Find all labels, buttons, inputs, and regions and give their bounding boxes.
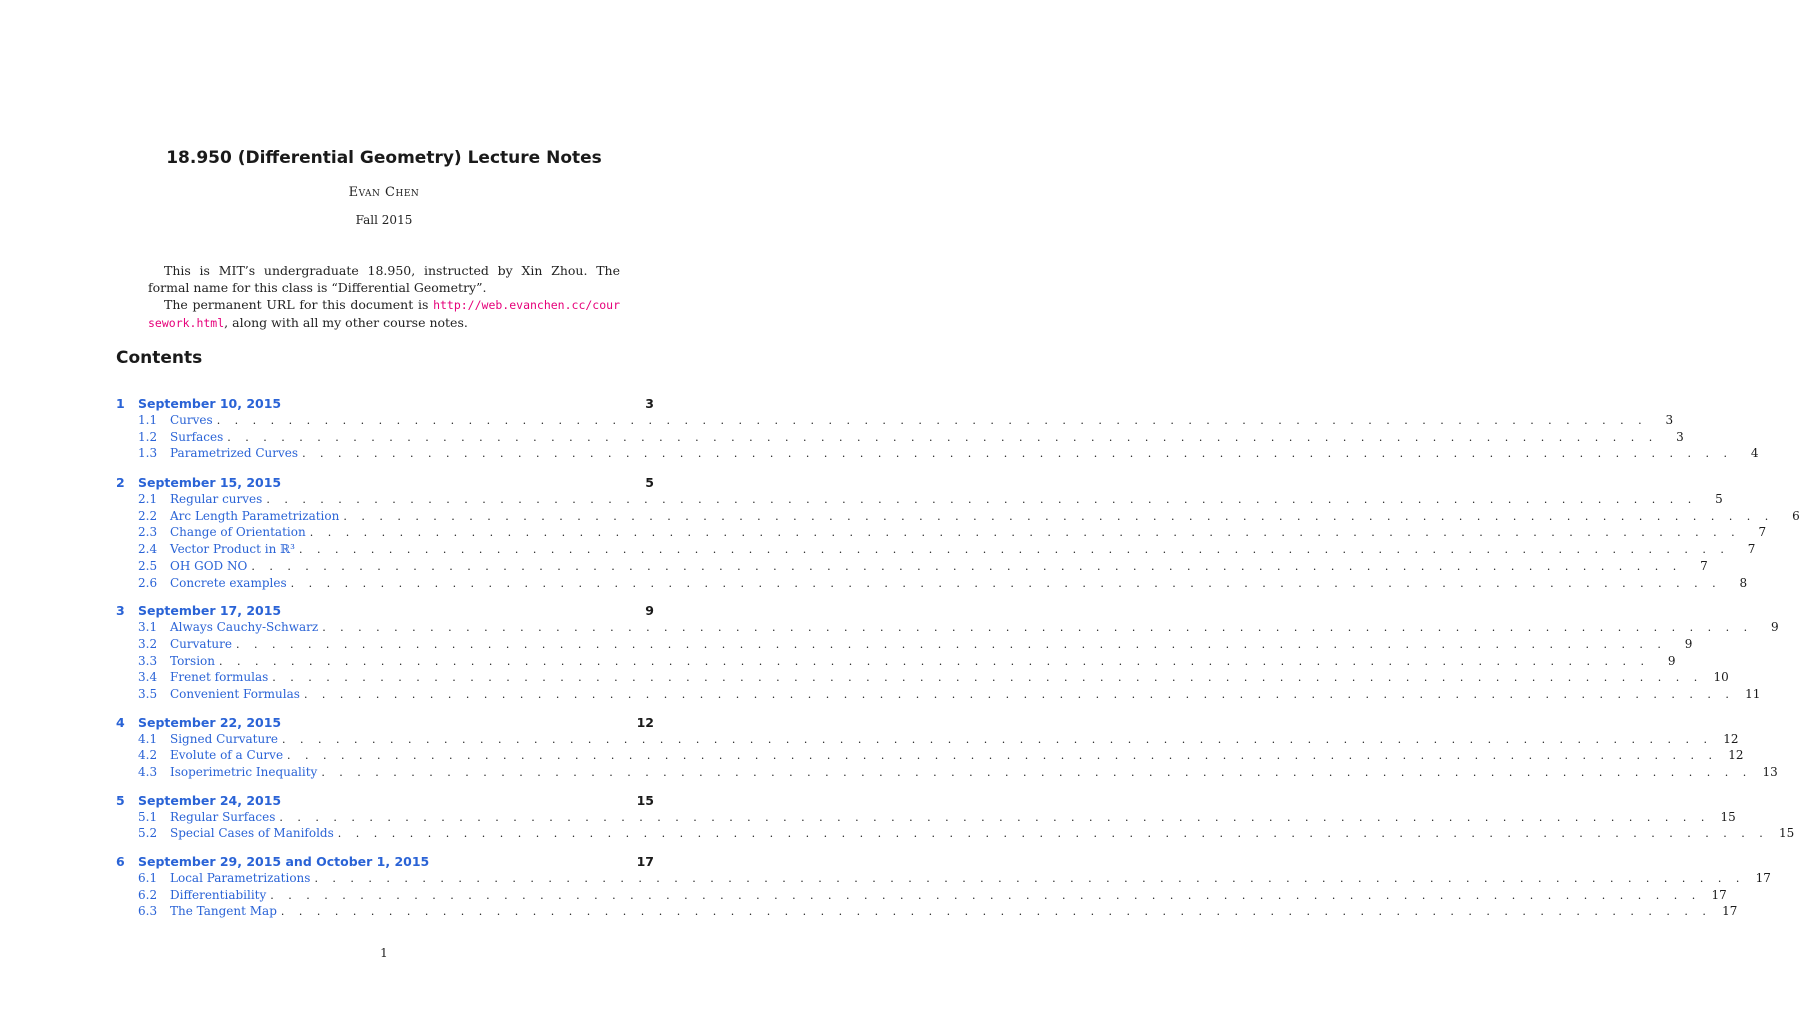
toc-leader-dots: . . . . . . . . . . . . . . . . . . . . . . . . . . . . . . . . . . . . . . . . . . . . . . . . . . . . . . . . . . . . . . . . . . . . . . . . . . . . . . . . [266, 493, 1697, 507]
toc-subsection-number: 3.5 [138, 686, 158, 701]
toc-subsection-link[interactable] [116, 870, 1771, 887]
toc-subsection-page: 7 [1700, 558, 1708, 573]
toc-subsection-title: OH GOD NO [170, 558, 248, 573]
toc-subsection-title: Isoperimetric Inequality [170, 765, 318, 779]
toc-subsection-link[interactable] [116, 541, 1756, 558]
toc-subsection-title: The Tangent Map [170, 904, 277, 919]
toc-section-title: September 24, 2015 [138, 792, 282, 808]
abstract-paragraph-1: This is MIT’s undergraduate 18.950, instructed by Xin Zhou. The formal name for this class is “Differential Geometry”. [148, 263, 620, 295]
toc-subsection-title: Change of Orientation [170, 525, 306, 540]
toc-subsection-page: 17 [1755, 871, 1771, 886]
toc-subsection-number: 4.2 [138, 748, 158, 763]
toc-subsection-page: 12 [1728, 748, 1744, 763]
toc-subsection-number: 1.2 [138, 429, 158, 444]
toc-section-link[interactable] [116, 474, 654, 491]
toc-section-number: 1 [116, 396, 125, 411]
toc-subsection-page: 15 [1720, 809, 1736, 824]
toc-subsection-link[interactable] [116, 619, 1779, 636]
toc-subsection-title: Parametrized Curves [170, 446, 299, 461]
course-notes-url-link[interactable]: http://web.evanchen.cc/coursework.html [148, 298, 620, 330]
toc-subsection-number: 6.1 [138, 871, 158, 886]
toc-section-number: 2 [116, 475, 125, 491]
toc-subsection-number: 2.6 [138, 575, 158, 590]
toc-section-title: September 10, 2015 [138, 396, 282, 411]
toc-leader-dots: . . . . . . . . . . . . . . . . . . . . . . . . . . . . . . . . . . . . . . . . . . . . . . . . . . . . . . . . . . . . . . . . . . . . . . . . . . . . . . . . [290, 576, 1722, 590]
toc-subsection-title: Regular curves [170, 492, 263, 507]
toc-subsection-link[interactable] [116, 653, 1676, 670]
toc-leader-dots: . . . . . . . . . . . . . . . . . . . . . . . . . . . . . . . . . . . . . . . . . . . . . . . . . . . . . . . . . . . . . . . . . . . . . . . . . . . . . . . . [337, 827, 1769, 841]
toc-subsection-number: 6.3 [138, 904, 158, 919]
toc-section-title: September 29, 2015 and October 1, 2015 [138, 854, 430, 870]
toc-subsection-number: 1.3 [138, 446, 158, 461]
toc-leader-dots: . . . . . . . . . . . . . . . . . . . . . . . . . . . . . . . . . . . . . . . . . . . . . . . . . . . . . . . . . . . . . . . . . . . . . . . . . . . . . . . . [287, 749, 1718, 763]
toc-section-page: 3 [645, 396, 654, 411]
document-title: 18.950 (Differential Geometry) Lecture Notes [166, 148, 602, 168]
toc-subsection-page: 12 [1723, 731, 1739, 746]
toc-subsection-title: Concrete examples [170, 575, 287, 590]
toc-section-number: 4 [116, 714, 125, 730]
toc-section-page: 15 [636, 792, 654, 808]
toc-subsection-link[interactable] [116, 747, 1744, 764]
toc-section-link[interactable] [116, 792, 654, 809]
toc-subsection-title: Regular Surfaces [170, 809, 276, 824]
toc-subsection-number: 2.3 [138, 525, 158, 540]
toc-subsection-page: 10 [1713, 670, 1729, 685]
toc-leader-dots: . . . . . . . . . . . . . . . . . . . . . . . . . . . . . . . . . . . . . . . . . . . . . . . . . . . . . . . . . . . . . . . . . . . . . . . . . . . . . . . . [218, 654, 1650, 668]
toc-section-page: 17 [636, 854, 654, 870]
toc-subsection-page: 9 [1667, 653, 1676, 668]
toc-subsection-page: 13 [1762, 765, 1778, 779]
toc-subsection-number: 3.1 [138, 620, 158, 635]
toc-subsection-title: Arc Length Parametrization [170, 508, 340, 523]
toc-section [116, 602, 1779, 702]
toc-subsection-number: 4.3 [138, 765, 158, 779]
abstract-text-before-url: The permanent URL for this document is [164, 297, 434, 312]
toc-leader-dots: . . . . . . . . . . . . . . . . . . . . . . . . . . . . . . . . . . . . . . . . . . . . . . . . . . . . . . . . . . . . . . . . . . . . . . . . . . . . . . . . [343, 509, 1774, 523]
table-of-contents [116, 395, 1800, 931]
toc-subsection-page: 5 [1715, 492, 1723, 507]
toc-section-number: 6 [116, 854, 125, 870]
contents-heading: Contents [116, 348, 203, 368]
toc-subsection-link[interactable] [116, 575, 1748, 592]
toc-subsection-page: 8 [1739, 575, 1748, 590]
toc-subsection-title: Surfaces [170, 429, 224, 444]
abstract-paragraph-2 [148, 296, 620, 332]
toc-subsection-link[interactable] [116, 764, 1778, 781]
toc-subsection-title: Signed Curvature [170, 731, 279, 746]
toc-subsection-page: 3 [1676, 429, 1684, 444]
toc-leader-dots: . . . . . . . . . . . . . . . . . . . . . . . . . . . . . . . . . . . . . . . . . . . . . . . . . . . . . . . . . . . . . . . . . . . . . . . . . . . . . . . . [314, 872, 1745, 886]
toc-section-number: 3 [116, 603, 125, 619]
toc-section-page: 12 [636, 714, 654, 730]
toc-leader-dots: . . . . . . . . . . . . . . . . . . . . . . . . . . . . . . . . . . . . . . . . . . . . . . . . . . . . . . . . . . . . . . . . . . . . . . . . . . . . . . . . [321, 766, 1752, 779]
toc-subsection-link[interactable] [116, 445, 1759, 462]
toc-subsection-link[interactable] [116, 825, 1795, 842]
toc-subsection-number: 2.4 [138, 542, 158, 557]
toc-subsection-number: 2.1 [138, 492, 158, 507]
toc-subsection-title: Always Cauchy-Schwarz [170, 620, 319, 635]
abstract-text-after-url: , along with all my other course notes. [224, 315, 468, 330]
toc-subsection-page: 9 [1684, 636, 1693, 651]
toc-subsection-page: 17 [1711, 887, 1727, 902]
toc-subsection-number: 5.1 [138, 809, 158, 824]
toc-leader-dots: . . . . . . . . . . . . . . . . . . . . . . . . . . . . . . . . . . . . . . . . . . . . . . . . . . . . . . . . . . . . . . . . . . . . . . . . . . . . . . . . [227, 430, 1658, 444]
toc-subsection-link[interactable] [116, 524, 1767, 541]
toc-leader-dots: . . . . . . . . . . . . . . . . . . . . . . . . . . . . . . . . . . . . . . . . . . . . . . . . . . . . . . . . . . . . . . . . . . . . . . . . . . . . . . . . [251, 559, 1682, 573]
toc-leader-dots: . . . . . . . . . . . . . . . . . . . . . . . . . . . . . . . . . . . . . . . . . . . . . . . . . . . . . . . . . . . . . . . . . . . . . . . . . . . . . . . . [272, 671, 1703, 685]
toc-subsection-page: 6 [1792, 508, 1800, 523]
toc-leader-dots: . . . . . . . . . . . . . . . . . . . . . . . . . . . . . . . . . . . . . . . . . . . . . . . . . . . . . . . . . . . . . . . . . . . . . . . . . . . . . . . . [279, 810, 1710, 824]
toc-leader-dots: . . . . . . . . . . . . . . . . . . . . . . . . . . . . . . . . . . . . . . . . . . . . . . . . . . . . . . . . . . . . . . . . . . . . . . . . . . . . . . . . [235, 637, 1667, 651]
toc-section-link[interactable] [116, 395, 654, 412]
toc-subsection-title: Differentiability [170, 887, 267, 902]
toc-subsection-link[interactable] [116, 412, 1674, 429]
toc-section-link[interactable] [116, 714, 654, 731]
toc-subsection-link[interactable] [116, 809, 1736, 826]
toc-section-title: September 15, 2015 [138, 475, 282, 491]
toc-subsection-link[interactable] [116, 491, 1723, 508]
toc-leader-dots: . . . . . . . . . . . . . . . . . . . . . . . . . . . . . . . . . . . . . . . . . . . . . . . . . . . . . . . . . . . . . . . . . . . . . . . . . . . . . . . . [216, 414, 1648, 427]
toc-subsection-title: Curves [170, 413, 213, 427]
toc-section-page: 9 [645, 603, 654, 619]
toc-subsection-title: Frenet formulas [170, 670, 269, 685]
toc-subsection-title: Convenient Formulas [170, 686, 300, 701]
toc-subsection-number: 6.2 [138, 887, 158, 902]
toc-subsection-number: 2.2 [138, 508, 158, 523]
toc-subsection-link[interactable] [116, 636, 1693, 653]
toc-subsection-page: 7 [1747, 542, 1756, 557]
toc-subsection-link[interactable] [116, 731, 1739, 748]
toc-leader-dots: . . . . . . . . . . . . . . . . . . . . . . . . . . . . . . . . . . . . . . . . . . . . . . . . . . . . . . . . . . . . . . . . . . . . . . . . . . . . . . . . [280, 905, 1712, 919]
toc-leader-dots: . . . . . . . . . . . . . . . . . . . . . . . . . . . . . . . . . . . . . . . . . . . . . . . . . . . . . . . . . . . . . . . . . . . . . . . . . . . . . . . . [302, 447, 1733, 461]
toc-subsection-page: 9 [1771, 620, 1779, 635]
toc-subsection-page: 7 [1758, 525, 1767, 540]
toc-section-title: September 17, 2015 [138, 603, 282, 619]
document-date: Fall 2015 [355, 213, 413, 227]
abstract [148, 262, 620, 332]
toc-subsection-number: 2.5 [138, 558, 158, 573]
author-name: Evan Chen [348, 185, 420, 200]
toc-section-link[interactable] [116, 602, 654, 619]
toc-subsection-number: 5.2 [138, 826, 158, 841]
page-number: 1 [380, 946, 388, 960]
toc-leader-dots: . . . . . . . . . . . . . . . . . . . . . . . . . . . . . . . . . . . . . . . . . . . . . . . . . . . . . . . . . . . . . . . . . . . . . . . . . . . . . . . . [282, 732, 1713, 746]
toc-subsection-number: 3.2 [138, 636, 158, 651]
toc-subsection-number: 3.4 [138, 670, 158, 685]
toc-subsection-link[interactable] [116, 903, 1738, 920]
toc-subsection-link[interactable] [116, 686, 1761, 703]
toc-subsection-link[interactable] [116, 508, 1800, 525]
toc-section [116, 395, 1759, 462]
toc-subsection-number: 3.3 [138, 653, 158, 668]
toc-subsection-page: 4 [1750, 446, 1759, 461]
toc-subsection-number: 1.1 [138, 413, 158, 427]
toc-section-page: 5 [645, 475, 654, 491]
toc-section-number: 5 [116, 792, 125, 808]
toc-leader-dots: . . . . . . . . . . . . . . . . . . . . . . . . . . . . . . . . . . . . . . . . . . . . . . . . . . . . . . . . . . . . . . . . . . . . . . . . . . . . . . . . [303, 687, 1735, 701]
toc-leader-dots: . . . . . . . . . . . . . . . . . . . . . . . . . . . . . . . . . . . . . . . . . . . . . . . . . . . . . . . . . . . . . . . . . . . . . . . . . . . . . . . . [270, 888, 1701, 902]
toc-subsection-title: Vector Product in ℝ³ [170, 542, 295, 557]
toc-subsection-title: Local Parametrizations [170, 871, 311, 886]
toc-subsection-link[interactable] [116, 558, 1708, 575]
toc-section-title: September 22, 2015 [138, 714, 282, 730]
toc-subsection-link[interactable] [116, 429, 1684, 446]
toc-subsection-title: Evolute of a Curve [170, 748, 284, 763]
toc-leader-dots: . . . . . . . . . . . . . . . . . . . . . . . . . . . . . . . . . . . . . . . . . . . . . . . . . . . . . . . . . . . . . . . . . . . . . . . . . . . . . . . . [322, 621, 1753, 635]
toc-subsection-title: Torsion [170, 653, 215, 668]
toc-subsection-link[interactable] [116, 887, 1727, 904]
toc-section [116, 853, 1771, 920]
toc-subsection-page: 11 [1745, 686, 1761, 701]
toc-section-link[interactable] [116, 853, 654, 870]
toc-leader-dots: . . . . . . . . . . . . . . . . . . . . . . . . . . . . . . . . . . . . . . . . . . . . . . . . . . . . . . . . . . . . . . . . . . . . . . . . . . . . . . . . [309, 526, 1741, 540]
toc-leader-dots: . . . . . . . . . . . . . . . . . . . . . . . . . . . . . . . . . . . . . . . . . . . . . . . . . . . . . . . . . . . . . . . . . . . . . . . . . . . . . . . . [298, 543, 1730, 557]
toc-section [116, 714, 1778, 781]
toc-subsection-page: 3 [1665, 413, 1674, 427]
toc-subsection-title: Curvature [170, 636, 232, 651]
toc-section [116, 474, 1800, 591]
toc-section [116, 792, 1795, 842]
toc-subsection-page: 15 [1778, 826, 1795, 841]
toc-subsection-page: 17 [1722, 904, 1738, 919]
toc-subsection-title: Special Cases of Manifolds [170, 826, 334, 841]
toc-subsection-link[interactable] [116, 669, 1729, 686]
toc-subsection-number: 4.1 [138, 731, 158, 746]
